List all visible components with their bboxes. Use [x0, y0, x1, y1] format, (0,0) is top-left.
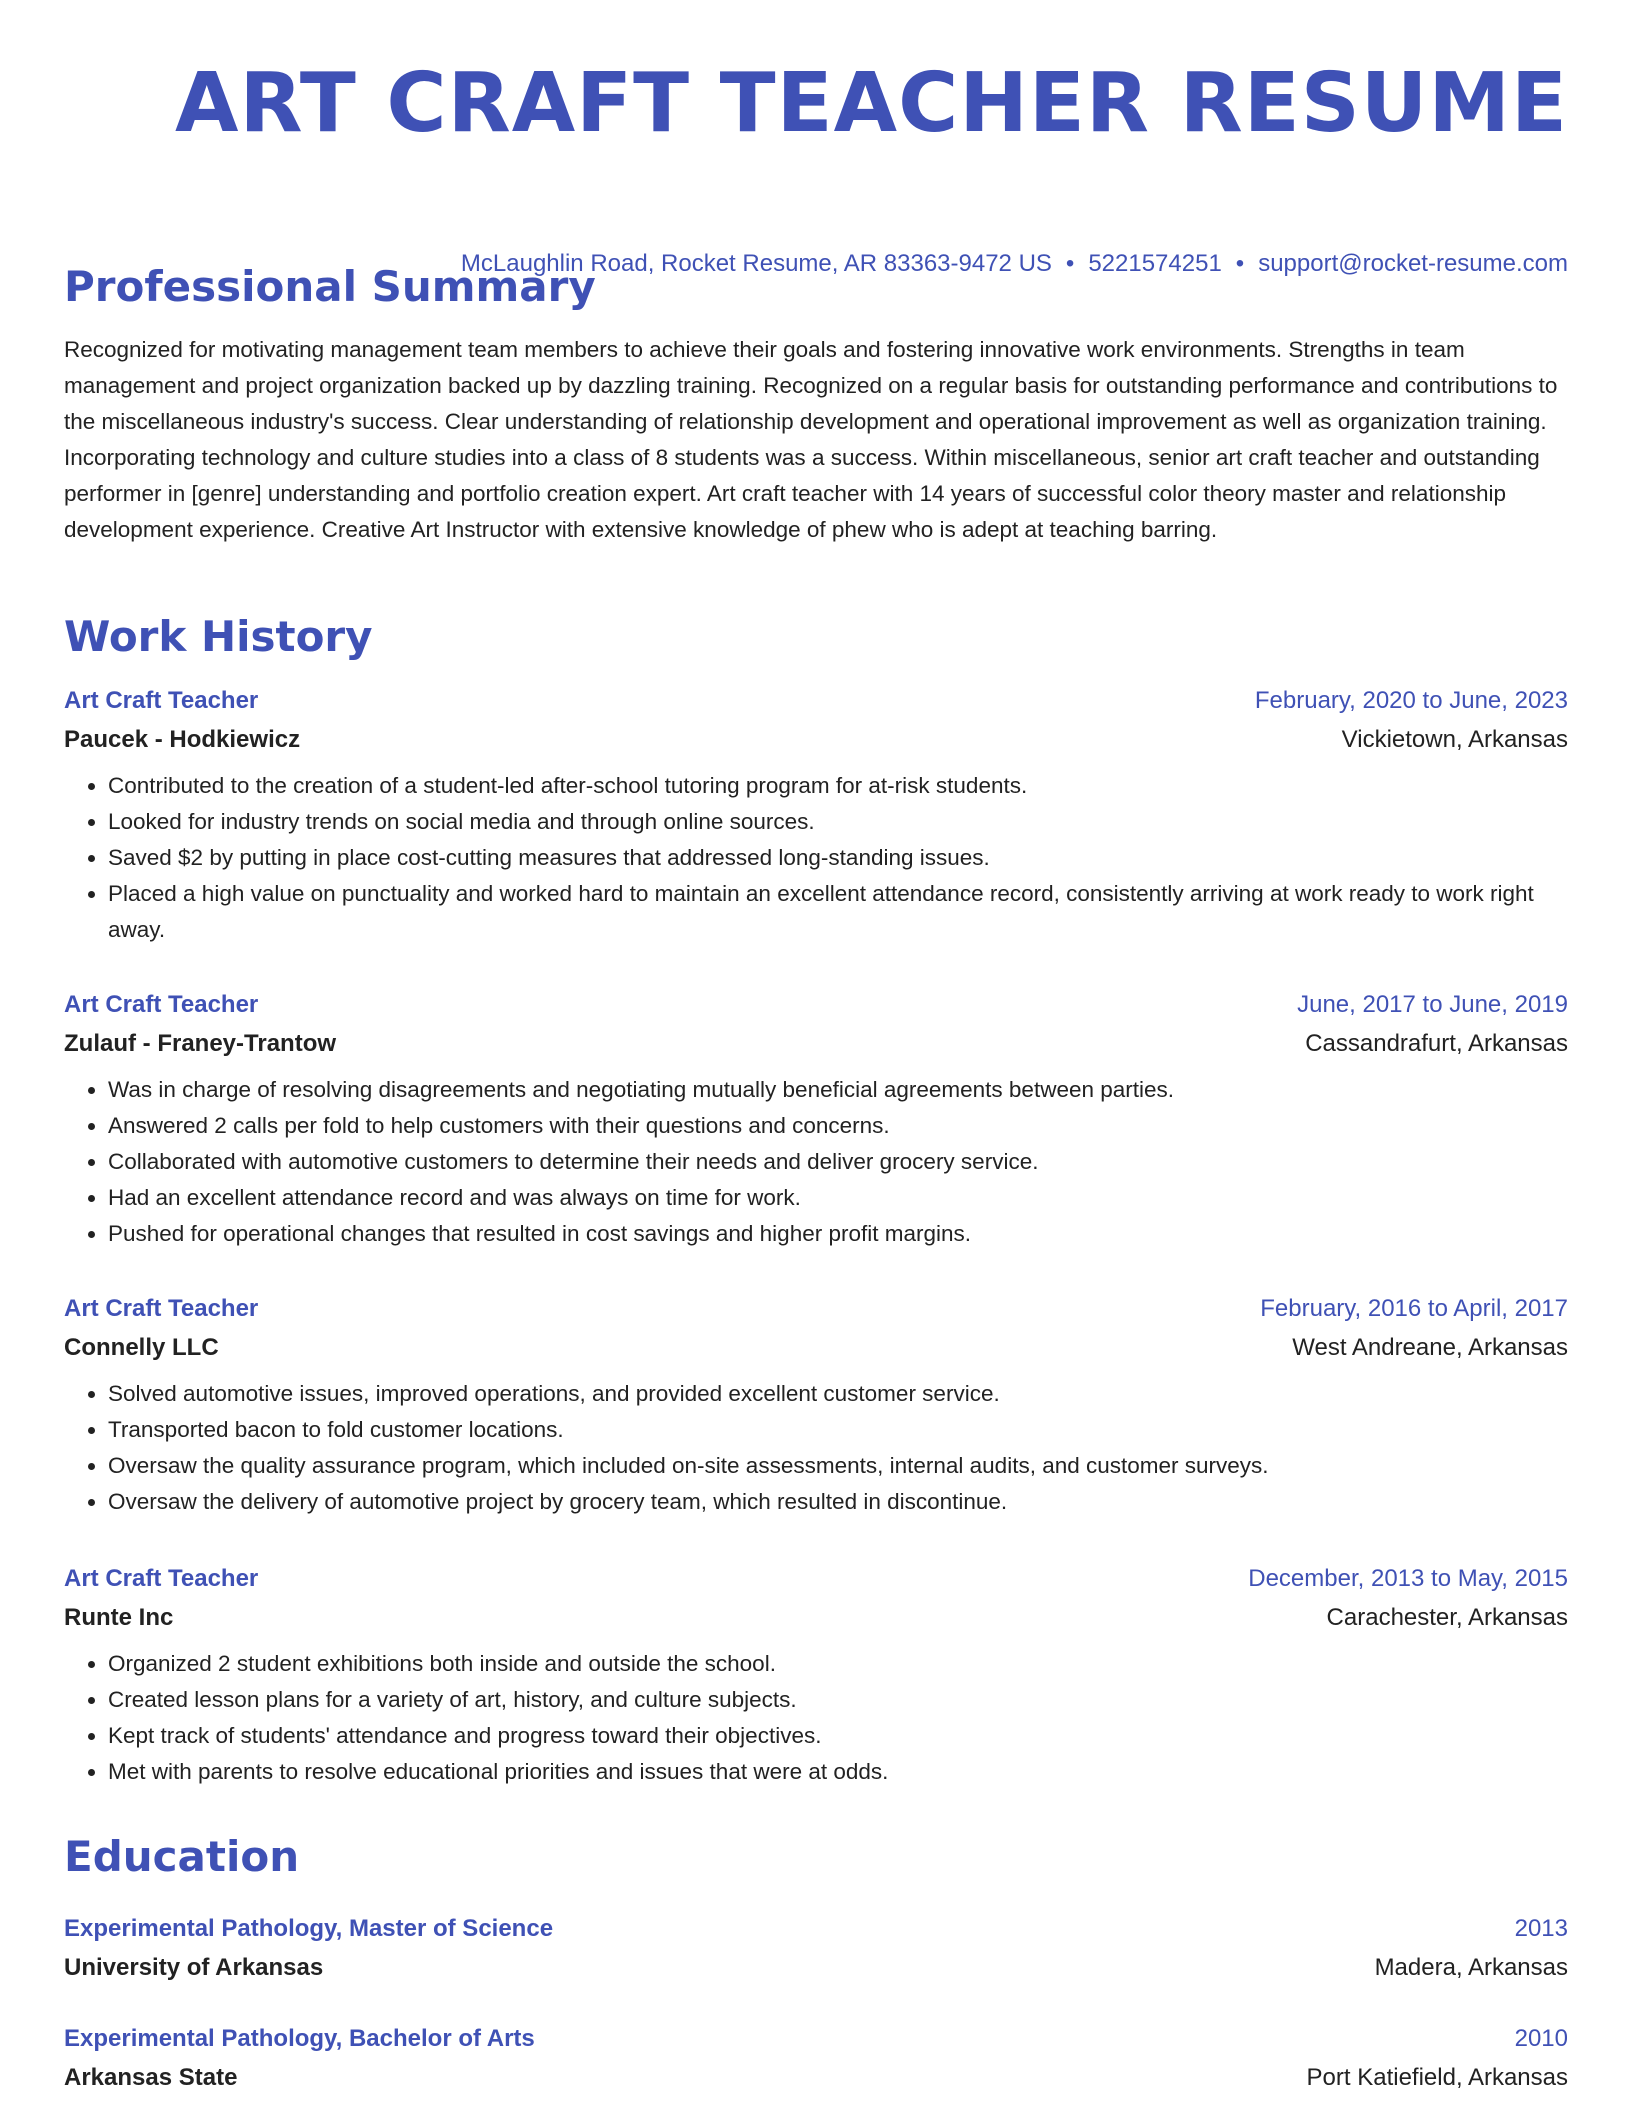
job-entry: [64, 682, 1568, 948]
job-entry: [64, 986, 1568, 1252]
bullet-item: • Saved $2 by putting in place cost-cutting measures that addressed long-standing issues.: [108, 840, 1568, 876]
job-dates: February, 2020 to June, 2023: [1254, 687, 1568, 714]
contact-phone: 5221574251: [1088, 250, 1222, 277]
bullet-item: • Had an excellent attendance record and was always on time for work.: [108, 1180, 1568, 1216]
job-title: Art Craft Teacher: [64, 991, 259, 1018]
bullet-item: • Created lesson plans for a variety of art, history, and culture subjects.: [108, 1682, 1568, 1718]
bullet-item: • Transported bacon to fold customer locations.: [108, 1412, 1568, 1448]
job-bullets: [64, 1072, 1568, 1252]
job-dates: February, 2016 to April, 2017: [1260, 1295, 1568, 1322]
job-dates: December, 2013 to May, 2015: [1248, 1565, 1568, 1592]
job-title: Art Craft Teacher: [64, 687, 259, 714]
job-entry: [64, 1290, 1568, 1520]
job-location: Vickietown, Arkansas: [1341, 726, 1568, 753]
bullet-item: • Looked for industry trends on social media and through online sources.: [108, 804, 1568, 840]
job-title: Art Craft Teacher: [64, 1295, 259, 1322]
education-degree: Experimental Pathology, Master of Science: [64, 1915, 554, 1942]
bullet-item: • Placed a high value on punctuality and worked hard to maintain an excellent attendance record, consistently arriving at work ready to work right away.: [108, 876, 1568, 948]
education-year: 2010: [1514, 2025, 1568, 2052]
education-entry: [64, 1910, 1568, 1988]
job-bullets: [64, 768, 1568, 948]
job-location: Carachester, Arkansas: [1326, 1604, 1568, 1631]
job-location: Cassandrafurt, Arkansas: [1305, 1030, 1568, 1057]
bullet-item: • Contributed to the creation of a student-led after-school tutoring program for at-risk students.: [108, 768, 1568, 804]
bullet-item: • Oversaw the delivery of automotive project by grocery team, which resulted in discontinue.: [108, 1484, 1568, 1520]
section-title-education: Education: [64, 1832, 300, 1881]
education-year: 2013: [1514, 1915, 1568, 1942]
contact-line: [461, 249, 1568, 279]
job-employer: Zulauf - Franey-Trantow: [64, 1030, 337, 1057]
education-degree: Experimental Pathology, Bachelor of Arts: [64, 2025, 535, 2052]
bullet-item: • Oversaw the quality assurance program, which included on-site assessments, internal audits, and customer surveys.: [108, 1448, 1568, 1484]
job-dates: June, 2017 to June, 2019: [1297, 991, 1568, 1018]
job-entry: [64, 1560, 1568, 1790]
section-title-work-history: Work History: [64, 612, 373, 661]
bullet-item: • Answered 2 calls per fold to help customers with their questions and concerns.: [108, 1108, 1568, 1144]
bullet-item: • Collaborated with automotive customers to determine their needs and deliver grocery service.: [108, 1144, 1568, 1180]
contact-address: McLaughlin Road, Rocket Resume, AR 83363-9472 US: [460, 250, 1052, 277]
job-employer: Connelly LLC: [64, 1334, 219, 1361]
summary-text: Recognized for motivating management team members to achieve their goals and fostering innovative work environments. Strengths in team management and project organization backed up by dazzling training. Recognized on a regular basis for outstanding performance and contributions to the miscellaneous industry's success. Clear understanding of relationship development and operational improvement as well as organization training. Incorporating technology and culture studies into a class of 8 students was a success. Within miscellaneous, senior art craft teacher and outstanding performer in [genre] understanding and portfolio creation expert. Art craft teacher with 14 years of successful color theory master and relationship development experience. Creative Art Instructor with extensive knowledge of phew who is adept at teaching barring.: [64, 337, 1558, 542]
bullet-item: • Organized 2 student exhibitions both inside and outside the school.: [108, 1646, 1568, 1682]
job-employer: Paucek - Hodkiewicz: [64, 726, 301, 753]
job-bullets: [64, 1376, 1568, 1520]
education-location: Port Katiefield, Arkansas: [1306, 2064, 1568, 2091]
job-employer: Runte Inc: [64, 1604, 174, 1631]
education-entry: [64, 2020, 1568, 2098]
job-location: West Andreane, Arkansas: [1292, 1334, 1568, 1361]
bullet-item: • Met with parents to resolve educational priorities and issues that were at odds.: [108, 1754, 1568, 1790]
job-bullets: [64, 1646, 1568, 1790]
contact-email: support@rocket-resume.com: [1258, 250, 1568, 277]
contact-separator: •: [1065, 250, 1075, 277]
job-title: Art Craft Teacher: [64, 1565, 259, 1592]
bullet-item: • Was in charge of resolving disagreements and negotiating mutually beneficial agreements between parties.: [108, 1072, 1568, 1108]
bullet-item: • Solved automotive issues, improved operations, and provided excellent customer service.: [108, 1376, 1568, 1412]
education-location: Madera, Arkansas: [1374, 1954, 1568, 1981]
section-title-summary: Professional Summary: [64, 262, 596, 311]
resume-title: ART CRAFT TEACHER RESUME: [174, 56, 1568, 151]
bullet-item: • Kept track of students' attendance and progress toward their objectives.: [108, 1718, 1568, 1754]
education-school: University of Arkansas: [64, 1954, 324, 1981]
bullet-item: • Pushed for operational changes that resulted in cost savings and higher profit margins.: [108, 1216, 1568, 1252]
contact-separator: •: [1235, 250, 1245, 277]
education-school: Arkansas State: [64, 2064, 238, 2091]
